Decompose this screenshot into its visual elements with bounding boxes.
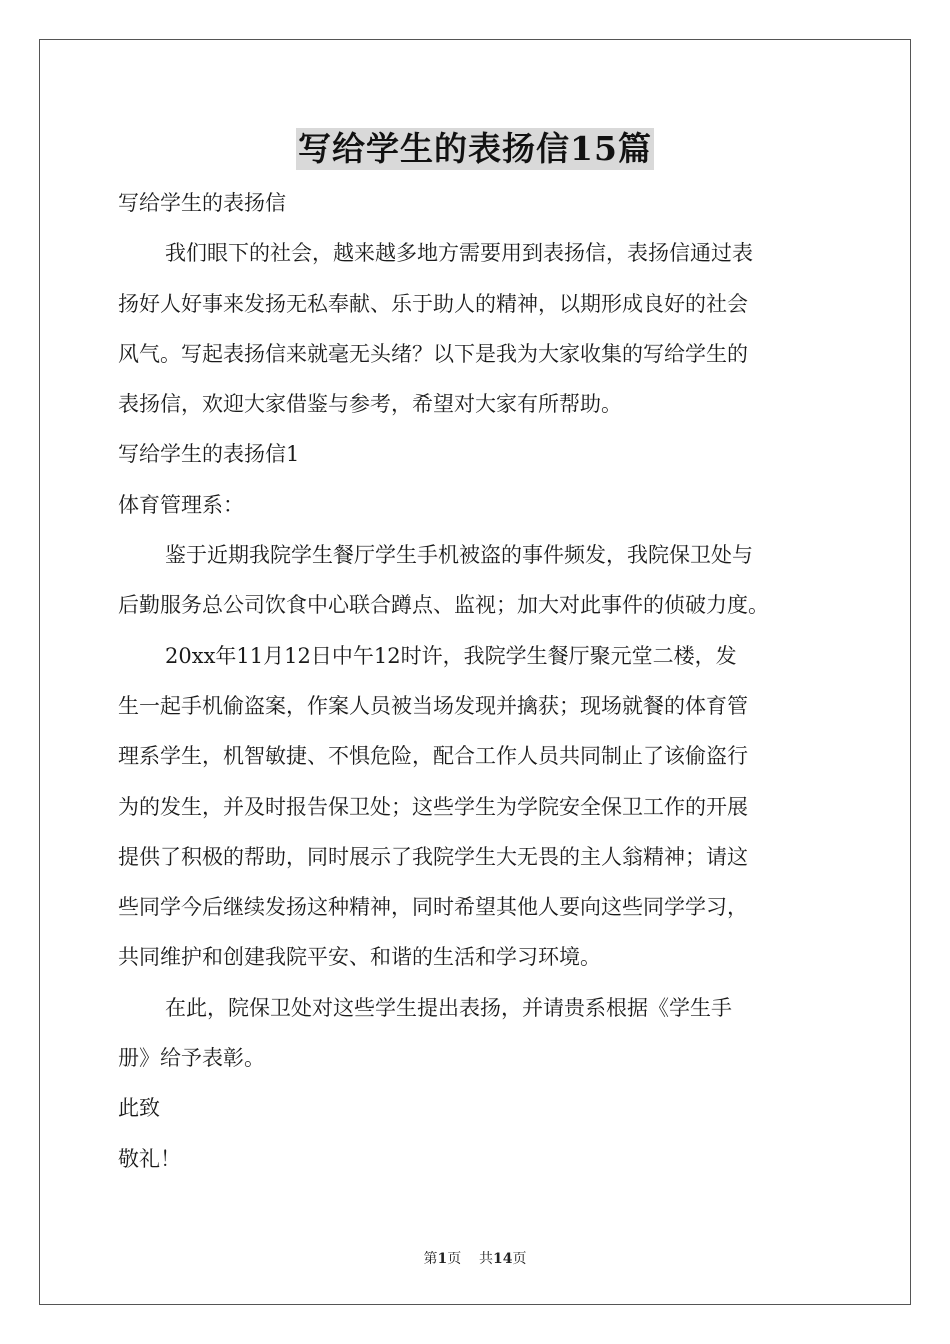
paragraph-line: 些同学今后继续发扬这种精神，同时希望其他人要向这些同学学习， — [118, 895, 748, 920]
paragraph-line: 提供了积极的帮助，同时展示了我院学生大无畏的主人翁精神；请这 — [118, 844, 748, 869]
paragraph-line: 为的发生，并及时报告保卫处；这些学生为学院安全保卫工作的开展 — [118, 794, 748, 819]
total-pages: 14 — [493, 1251, 513, 1267]
section-heading: 写给学生的表扬信 — [118, 191, 286, 215]
closing-line: 敬礼！ — [118, 1146, 181, 1171]
paragraph-line: 后勤服务总公司饮食中心联合蹲点、监视；加大对此事件的侦破力度。 — [118, 593, 769, 618]
page-suffix: 页 — [447, 1251, 462, 1267]
page-number: 1 — [437, 1251, 448, 1267]
paragraph-line: 生一起手机偷盗案，作案人员被当场发现并擒获；现场就餐的体育管 — [118, 693, 748, 718]
paragraph-line: 20xx年11月12日中午12时许，我院学生餐厅聚元堂二楼，发 — [165, 643, 737, 668]
closing-line: 此致 — [118, 1096, 160, 1121]
paragraph-line: 风气。写起表扬信来就毫无头绪？以下是我为大家收集的写给学生的 — [118, 341, 748, 366]
document-title: 写给学生的表扬信15篇 — [298, 129, 652, 168]
total-suffix: 页 — [512, 1251, 527, 1267]
paragraph-line: 我们眼下的社会，越来越多地方需要用到表扬信，表扬信通过表 — [165, 241, 753, 266]
paragraph-line: 册》给予表彰。 — [118, 1046, 265, 1071]
total-prefix: 共 — [479, 1251, 494, 1267]
letter-heading: 写给学生的表扬信1 — [118, 442, 300, 467]
page-prefix: 第 — [423, 1251, 438, 1267]
paragraph-line: 理系学生，机智敏捷、不惧危险，配合工作人员共同制止了该偷盗行 — [118, 744, 748, 769]
paragraph-line: 在此，院保卫处对这些学生提出表扬，并请贵系根据《学生手 — [165, 995, 732, 1020]
paragraph-line: 鉴于近期我院学生餐厅学生手机被盗的事件频发，我院保卫处与 — [165, 543, 753, 568]
paragraph-line: 表扬信，欢迎大家借鉴与参考，希望对大家有所帮助。 — [118, 392, 622, 417]
document-body — [118, 178, 833, 1184]
paragraph-line: 共同维护和创建我院平安、和谐的生活和学习环境。 — [118, 945, 601, 970]
paragraph-line: 扬好人好事来发扬无私奉献、乐于助人的精神，以期形成良好的社会 — [118, 291, 748, 316]
page-footer — [0, 1248, 950, 1268]
title-wrapper — [0, 128, 950, 170]
salutation: 体育管理系： — [118, 492, 244, 517]
